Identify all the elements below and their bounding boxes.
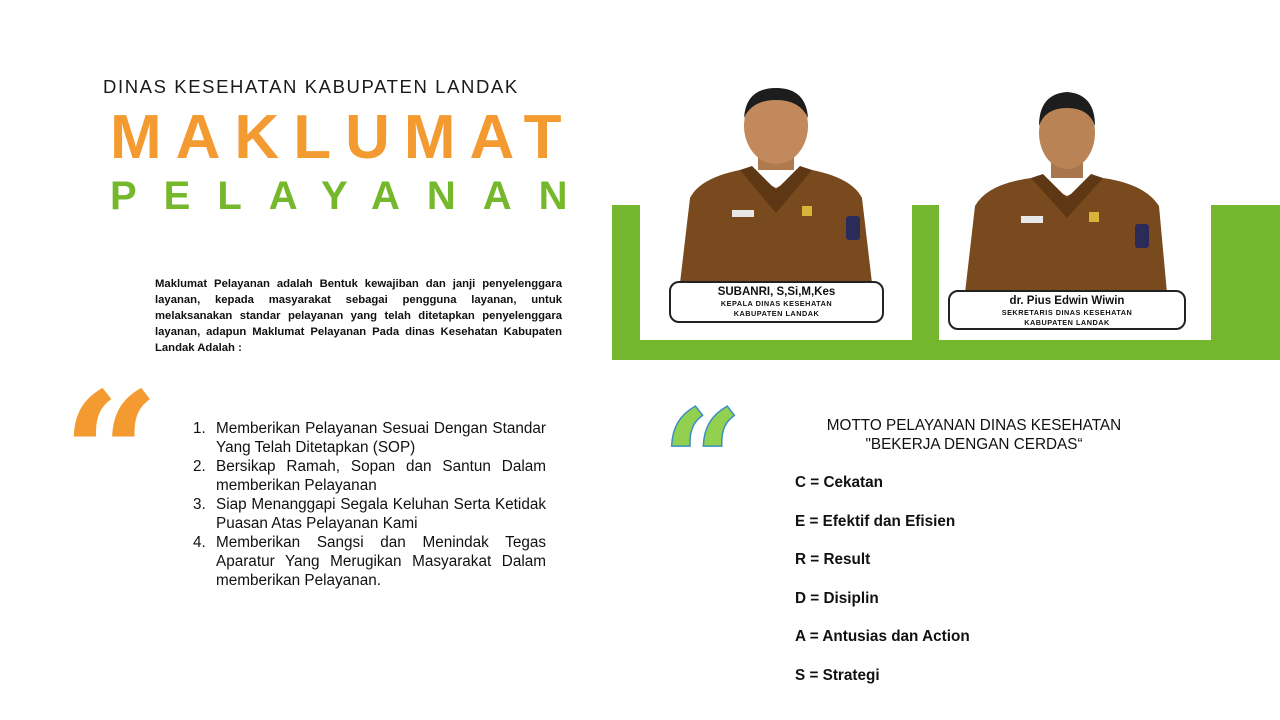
motto-slogan: "BEKERJA DENGAN CERDAS“: [865, 436, 1083, 453]
list-item: [193, 533, 546, 590]
list-text: Bersikap Ramah, Sopan dan Santun Dalam memberikan Pelayanan: [216, 458, 546, 494]
list-text: Memberikan Pelayanan Sesuai Dengan Standar Yang Telah Ditetapkan (SOP): [216, 420, 546, 456]
intro-paragraph: Maklumat Pelayanan adalah Bentuk kewajiban dan janji penyelenggara layanan, kepada masyarakat sebagai pengguna layanan, untuk melaksanakan standar pelayanan yang telah ditetapkan penyelenggara layanan, adapun Maklumat Pelayanan Pada dinas Kesehatan Kabupaten Landak Adalah :: [155, 278, 562, 354]
service-commitment-list: [193, 419, 546, 590]
list-item: [193, 495, 546, 533]
list-text: Memberikan Sangsi dan Menindak Tegas Aparatur Yang Merugikan Masyarakat Dalam memberikan Pelayanan.: [216, 534, 546, 589]
official-role: KEPALA DINAS KESEHATAN: [720, 299, 833, 308]
official-name: dr. Pius Edwin Wiwin: [1009, 295, 1125, 307]
official-name: SUBANRI, S,Si,M,Kes: [717, 286, 836, 298]
list-number: 1.: [193, 420, 206, 437]
motto-heading: MOTTO PELAYANAN DINAS KESEHATAN: [826, 417, 1122, 434]
title-pelayanan: PELAYANAN: [110, 174, 595, 218]
official-role: SEKRETARIS DINAS KESEHATAN: [1001, 308, 1133, 317]
official-role-region: KABUPATEN LANDAK: [733, 309, 820, 318]
motto-item: E = Efektif dan Efisien: [795, 512, 956, 530]
motto-item: S = Strategi: [795, 666, 880, 684]
list-item: [193, 457, 546, 495]
title-maklumat: MAKLUMAT: [110, 103, 576, 172]
agency-name: DINAS KESEHATAN KABUPATEN LANDAK: [103, 76, 519, 97]
official-photo: [640, 78, 912, 288]
list-text: Siap Menanggapi Segala Keluhan Serta Ketidak Puasan Atas Pelayanan Kami: [216, 496, 546, 532]
list-number: 4.: [193, 534, 206, 551]
nameplate: [669, 281, 884, 323]
motto-item: C = Cekatan: [795, 474, 883, 491]
motto-item: D = Disiplin: [795, 589, 879, 607]
official-card-head: [640, 78, 912, 340]
motto-list: [795, 473, 970, 704]
official-card-secretary: [939, 78, 1211, 340]
list-number: 3.: [193, 496, 206, 513]
official-photo: [939, 78, 1211, 293]
quote-mark-icon: “: [62, 355, 152, 555]
list-item: [193, 419, 546, 457]
motto-item: A = Antusias dan Action: [795, 628, 970, 645]
quote-mark-icon: “: [662, 380, 737, 544]
list-number: 2.: [193, 458, 206, 475]
motto-item: R = Result: [795, 551, 871, 568]
motto-title: [800, 416, 1148, 454]
nameplate: [948, 290, 1186, 330]
official-role-region: KABUPATEN LANDAK: [1024, 318, 1110, 327]
